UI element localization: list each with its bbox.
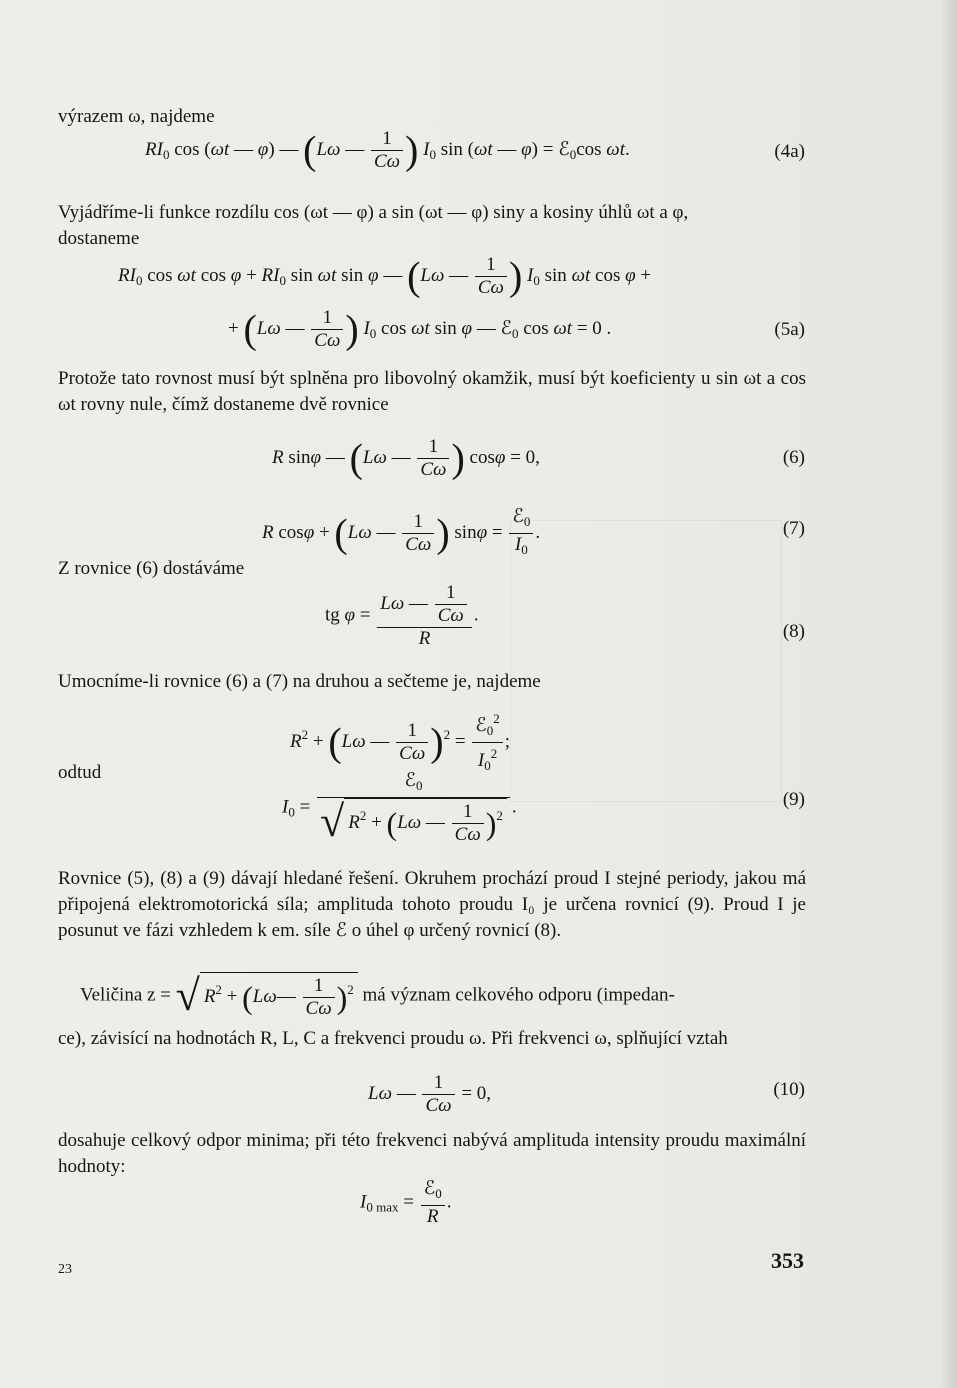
paragraph-expand-a: Vyjádříme-li funkce rozdílu cos (ωt — φ) a sin (ωt — φ) siny a kosiny úhlů ωt a φ, xyxy=(58,202,689,223)
equation-10: Lω — $\frac{1}{C\omega}$ = 0, xyxy=(368,1072,492,1116)
equation-number-7: (7) xyxy=(782,518,805,539)
paragraph-expand-b: dostaneme xyxy=(58,228,140,249)
page-number: 353 xyxy=(771,1248,804,1273)
page-edge-shadow xyxy=(939,0,957,1388)
impedance-meaning: má význam celkového odporu (impedan- xyxy=(362,984,675,1006)
equation-i0-max: $I_{0 max}$ = $\frac{ℰ_0}{R}$ . xyxy=(360,1178,452,1227)
equation-number-8: (8) xyxy=(782,621,805,642)
equation-5a-line2: + (Lω — $\frac{1}{C\omega}$ ) $I_0$ cos ωt sin φ — ℰ$_0$ cos ωt = 0 . xyxy=(228,306,612,352)
paragraph-minimum: dosahuje celkový odpor minima; při této frekvenci nabývá amplituda intensity proudu maximální hodnoty: xyxy=(58,1130,806,1177)
impedance-line: Veličina z = √ $R^2$ + (Lω— $\frac{1}{C\omega}$ )$^2$ má význam celkového odporu (impedan- xyxy=(80,971,675,1020)
equation-number-4a: (4a) xyxy=(774,141,805,162)
impedance-label: Veličina z = xyxy=(80,984,171,1006)
paragraph-hence: odtud xyxy=(58,762,102,783)
equation-9: $I_0$ = ℰ$_0$ √ $R^2 + (L\omega$ — $\frac{1}{C\omega}$ )$^2$ . xyxy=(282,770,517,846)
equation-number-10: (10) xyxy=(773,1079,805,1100)
paragraph-from-6: Z rovnice (6) dostáváme xyxy=(58,558,245,579)
paragraph-solution: Rovnice (5), (8) a (9) dávají hledané řešení. Okruhem prochází proud I stejné periody, jakou má připojená elektromotorická síla; amplituda tohoto proudu I₀ je určena rovnicí (9). Proud I je posunut ve fázi vzhledem k em. síle ℰ o úhel φ určený rovnicí (8). xyxy=(58,868,806,941)
paragraph-square: Umocníme-li rovnice (6) a (7) na druhou a sečteme je, najdeme xyxy=(58,671,541,692)
paragraph-intro: výrazem ω, najdeme xyxy=(58,106,215,127)
signature-mark: 23 xyxy=(58,1262,72,1277)
equation-5a-line1: $RI_0$ cos ωt $\cos \varphi + RI_0$ sin ωt sin φ — (Lω — $\frac{1}{C\omega}$ ) $I_0$ sin ωt cos φ + xyxy=(118,253,652,299)
equation-8: tg φ = Lω — $\frac{1}{C\omega}$ R . xyxy=(325,582,479,649)
equation-squared: $R^2 + (L\omega$ — $\frac{1}{C\omega}$ )$^2$ = $\frac{ℰ_0^2}{I_0^2}$ ; xyxy=(290,708,510,777)
equation-7: R cosφ + (Lω — $\frac{1}{C\omega}$ ) sinφ = $\frac{ℰ_0}{I_0}$ . xyxy=(262,506,541,557)
equation-number-6: (6) xyxy=(782,447,805,468)
equation-4a: $RI_0$ cos (ωt — φ) — (Lω — $\frac{1}{C\omega}$ ) $I_0$ sin (ωt — φ) = ℰ$_0$cos ωt. xyxy=(145,127,630,173)
paragraph-coefficients: Protože tato rovnost musí být splněna pro libovolný okamžik, musí být koeficienty u sin ωt a cos ωt rovny nule, čímž dostaneme dvě rovnice xyxy=(58,368,806,415)
equation-number-5a: (5a) xyxy=(774,319,805,340)
equation-6: R sinφ — (Lω — $\frac{1}{C\omega}$ ) cosφ = 0, xyxy=(272,435,540,481)
equation-number-9: (9) xyxy=(782,789,805,810)
paragraph-impedance-cont: ce), závisící na hodnotách R, L, C a frekvenci proudu ω. Při frekvenci ω, splňující vztah xyxy=(58,1028,728,1049)
